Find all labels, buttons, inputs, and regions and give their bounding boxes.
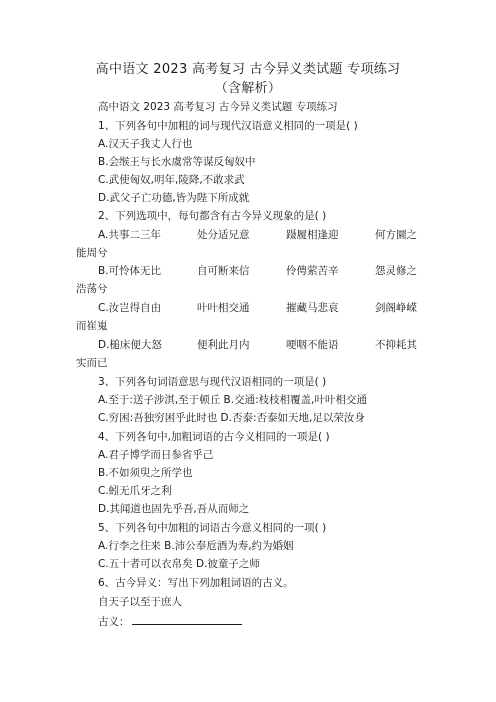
question-6-answer-label: 古义：	[98, 616, 130, 628]
question-4-option-a: A.君子博学而日参省乎己	[98, 449, 214, 461]
document-title-suffix: （含解析）	[214, 81, 282, 96]
question-1-stem: 1、下列各句中加粗的词与现代汉语意义相同的一项是( )	[98, 120, 358, 132]
question-2-option-a-part-4: 何方圜之	[375, 229, 417, 241]
question-2-option-b-part-4: 怨灵修之	[375, 265, 417, 277]
question-1-option-b: B.会缑王与长水虞常等谋反匈奴中	[98, 156, 256, 168]
document-subtitle: 高中语文 2023 高考复习 古今异义类试题 专项练习	[98, 101, 338, 113]
question-5-options-ab: A.行李之往来 B.沛公奉卮酒为寿,约为婚姻	[98, 540, 294, 552]
question-2-option-a-part-1: A.共事二三年	[98, 229, 161, 241]
answer-blank	[132, 614, 242, 625]
question-6-sentence: 自天子以至于庶人	[98, 596, 182, 608]
question-2-option-b-wrap: 浩荡兮	[76, 283, 108, 295]
question-6-stem: 6、古今异义：写出下列加粗词语的古义。	[98, 577, 294, 589]
question-2-option-c-part-3: 摧藏马悲哀	[286, 302, 339, 314]
question-4-option-d: D.其闻道也固先乎吾,吾从而师之	[98, 503, 250, 515]
question-4-option-c: C.蚓无爪牙之利	[98, 485, 172, 497]
question-3-options-ab: A.至于:送子涉淇,至于顿丘 B.交通:枝枝相覆盖,叶叶相交通	[98, 394, 367, 406]
question-2-option-c-part-2: 叶叶相交通	[197, 302, 250, 314]
question-1-option-a: A.汉天子我丈人行也	[98, 138, 193, 150]
question-2-stem: 2、下列选项中，每句都含有古今异义现象的是( )	[98, 210, 327, 222]
question-1-option-c: C.武使匈奴,明年,陵降,不敢求武	[98, 174, 245, 186]
question-2-option-d-wrap: 实而已	[76, 357, 108, 369]
question-2-option-d-part-4: 不抑耗其	[375, 339, 417, 351]
question-3-options-cd: C.穷困:吾独穷困乎此时也 D.否泰:否泰如天地,足以荣汝身	[98, 412, 365, 424]
question-5-options-cd: C.五十者可以衣帛矣 D.彼童子之师	[98, 558, 260, 570]
question-1-option-d: D.武父子亡功德,皆为陛下所成就	[98, 192, 250, 204]
question-2-option-d-part-3: 哽咽不能语	[286, 339, 339, 351]
question-2-option-a-part-2: 处分适兄意	[197, 229, 250, 241]
question-2-option-a-wrap: 能周兮	[76, 247, 108, 259]
question-6-answer-line	[98, 614, 242, 629]
document-title: 高中语文 2023 高考复习 古今异义类试题 专项练习	[95, 62, 401, 77]
question-4-stem: 4、下列各句中,加粗词语的古今义相同的一项是( )	[98, 431, 330, 443]
question-2-option-d-part-2: 便利此月内	[197, 339, 250, 351]
question-3-stem: 3、下列各句词语意思与现代汉语相同的一项是( )	[98, 376, 327, 388]
question-4-option-b: B.不如须臾之所学也	[98, 467, 193, 479]
question-2-option-a-part-3: 蹑履相逢迎	[286, 229, 339, 241]
question-2-option-b-part-2: 自可断来信	[197, 265, 250, 277]
question-2-option-c-part-4: 剑阁峥嵘	[375, 302, 417, 314]
question-2-option-c-wrap: 而崔嵬	[76, 320, 108, 332]
question-2-option-d-part-1: D.槌床便大怒	[98, 339, 162, 351]
question-2-option-b-part-1: B.可怜体无比	[98, 265, 162, 277]
question-2-option-c-part-1: C.汝岂得自由	[98, 302, 162, 314]
question-5-stem: 5、下列各句中加粗的词语古今意义相同的一项( )	[98, 522, 327, 534]
question-2-option-b-part-3: 伶俜萦苦辛	[286, 265, 339, 277]
